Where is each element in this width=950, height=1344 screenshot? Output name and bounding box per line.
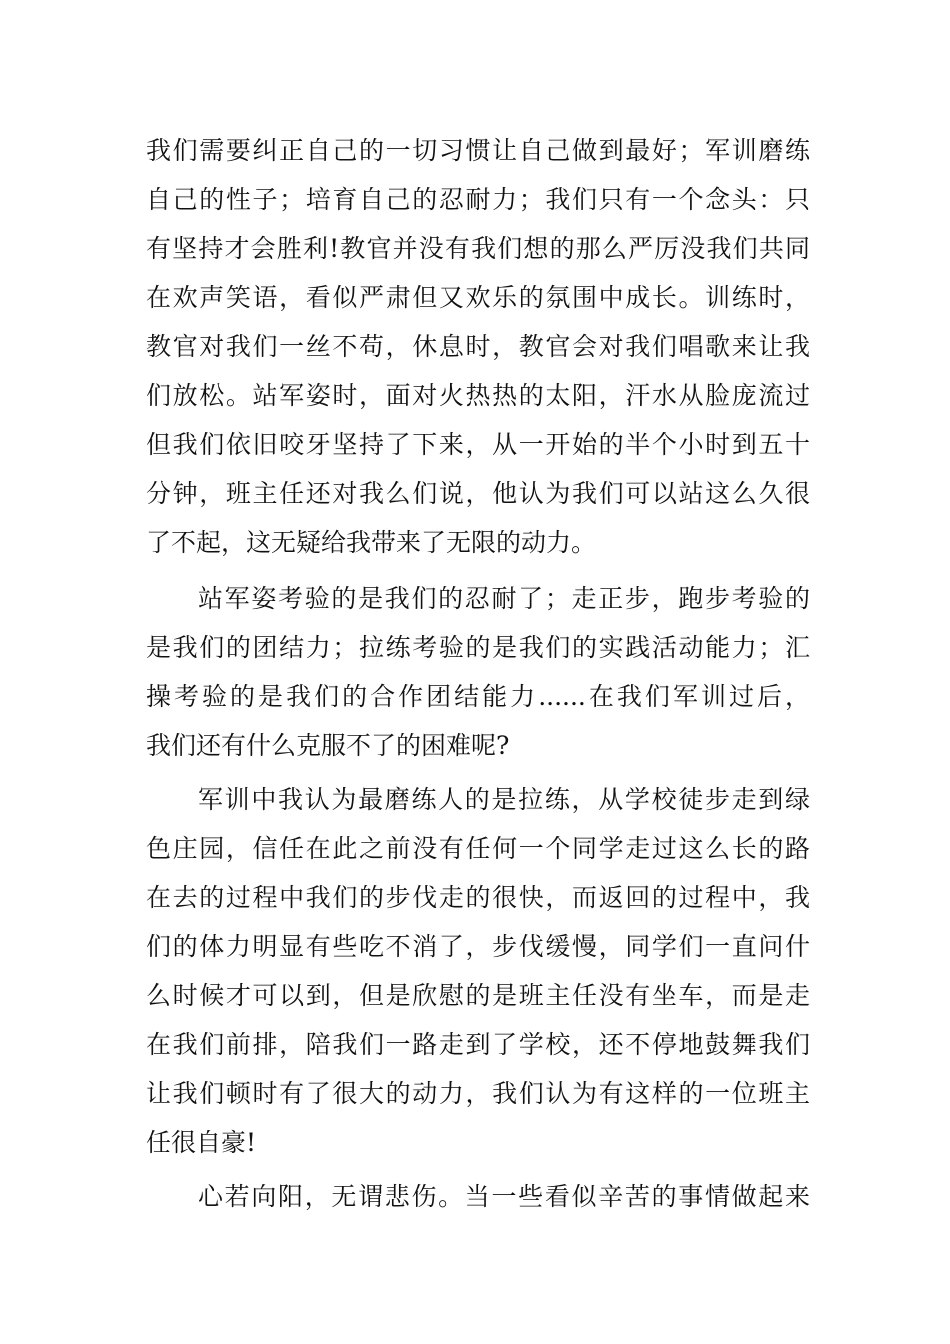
text-line: 在去的过程中我们的步伐走的很快，而返回的过程中，我 [146,883,810,912]
text-line: 我们需要纠正自己的一切习惯让自己做到最好；军训磨练 [146,136,810,165]
paragraph-first-line: 军训中我认为最磨练人的是拉练，从学校徒步走到绿 [198,785,810,814]
text-line: 们的体力明显有些吃不消了，步伐缓慢，同学们一直问什 [146,932,810,961]
text-line: 分钟，班主任还对我么们说，他认为我们可以站这么久很 [146,479,810,508]
text-line: 让我们顿时有了很大的动力，我们认为有这样的一位班主 [146,1079,810,1108]
text-line: 了不起，这无疑给我带来了无限的动力。 [146,528,597,557]
text-line: 任很自豪! [146,1128,257,1157]
text-line: 在欢声笑语，看似严肃但又欢乐的氛围中成长。训练时， [146,283,810,312]
text-line: 们放松。站军姿时，面对火热热的太阳，汗水从脸庞流过 [146,381,810,410]
text-line: 么时候才可以到，但是欣慰的是班主任没有坐车，而是走 [146,981,810,1010]
text-line: 在我们前排，陪我们一路走到了学校，还不停地鼓舞我们 [146,1030,810,1059]
text-line: 有坚持才会胜利!教官并没有我们想的那么严厉没我们共同 [146,234,810,263]
paragraph-first-line: 心若向阳，无谓悲伤。当一些看似辛苦的事情做起来 [198,1182,810,1211]
text-line: 我们还有什么克服不了的困难呢? [146,731,510,760]
text-line: 操考验的是我们的合作团结能力......在我们军训过后， [146,682,810,711]
text-line: 色庄园，信任在此之前没有任何一个同学走过这么长的路 [146,834,810,863]
text-line: 是我们的团结力；拉练考验的是我们的实践活动能力；汇 [146,633,810,662]
paragraph-first-line: 站军姿考验的是我们的忍耐了；走正步，跑步考验的 [198,584,810,613]
text-line: 自己的性子；培育自己的忍耐力；我们只有一个念头：只 [146,185,810,214]
text-line: 教官对我们一丝不苟，休息时，教官会对我们唱歌来让我 [146,332,810,361]
text-line: 但我们依旧咬牙坚持了下来，从一开始的半个小时到五十 [146,430,810,459]
